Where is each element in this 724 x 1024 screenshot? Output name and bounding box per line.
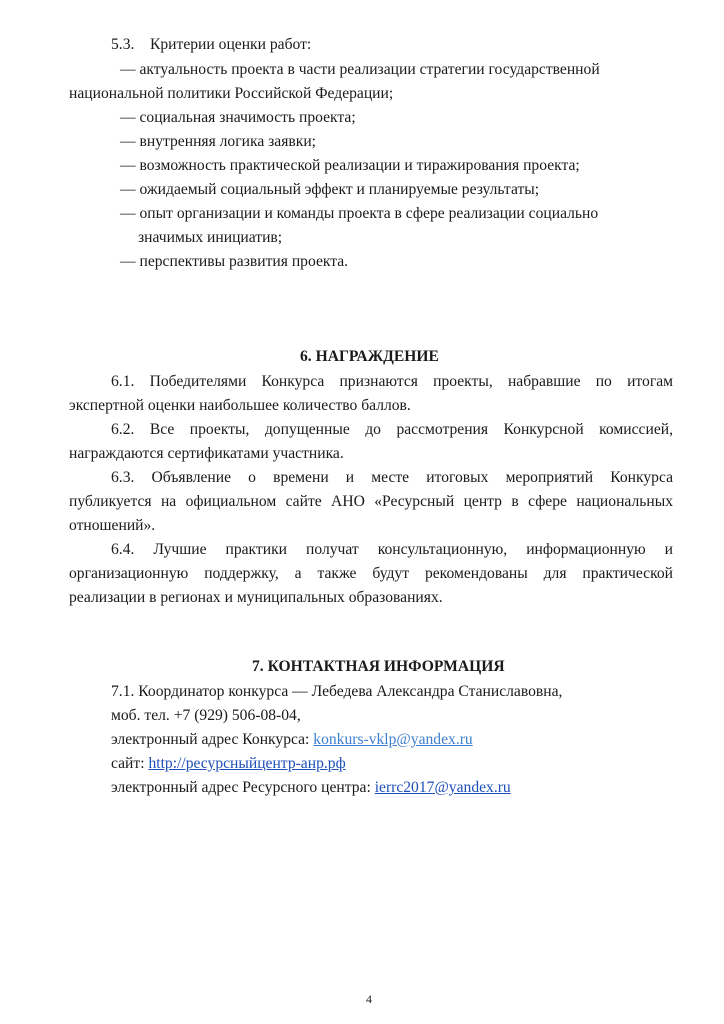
criteria-line: — внутренняя логика заявки; (120, 133, 317, 150)
center-email-label: электронный адрес Ресурсного центра: (111, 779, 375, 796)
center-email-line (111, 777, 511, 799)
award-line: организационную поддержку, а также будут рекомендованы для практической (69, 565, 673, 582)
phone-line: моб. тел. +7 (929) 506-08-04, (111, 707, 301, 724)
site-line (111, 753, 346, 775)
award-line: 6.3. Объявление о времени и месте итоговых мероприятий Конкурса (111, 469, 673, 486)
award-line: награждаются сертификатами участника. (69, 445, 344, 462)
center-email-link[interactable]: ierrc2017@yandex.ru (374, 779, 511, 796)
award-line: отношений». (69, 517, 156, 534)
criteria-line: — актуальность проекта в части реализации стратегии государственной (120, 61, 600, 78)
item-5-3-heading (111, 34, 311, 56)
item-number: 5.3. (111, 36, 135, 53)
coordinator-line: 7.1. Координатор конкурса — Лебедева Александра Станиславовна, (111, 683, 563, 700)
contest-email-line (111, 729, 473, 751)
criteria-line: значимых инициатив; (138, 229, 283, 246)
section-6-heading: 6. НАГРАЖДЕНИЕ (300, 348, 439, 365)
site-label: сайт: (111, 755, 149, 772)
criteria-line: — перспективы развития проекта. (120, 253, 349, 270)
criteria-line: — ожидаемый социальный эффект и планируемые результаты; (120, 181, 540, 198)
award-line: публикуется на официальном сайте АНО «Ресурсный центр в сфере национальных (69, 493, 673, 510)
page-number: 4 (366, 992, 372, 1006)
award-line: экспертной оценки наибольшее количество баллов. (69, 397, 411, 414)
item-title: Критерии оценки работ: (149, 36, 312, 53)
criteria-line: — возможность практической реализации и тиражирования проекта; (120, 157, 580, 174)
criteria-line: — социальная значимость проекта; (120, 109, 356, 126)
award-line: 6.4. Лучшие практики получат консультационную, информационную и (111, 541, 673, 558)
criteria-line: национальной политики Российской Федерации; (69, 85, 394, 102)
award-line: реализации в регионах и муниципальных образованиях. (69, 589, 443, 606)
award-line: 6.2. Все проекты, допущенные до рассмотрения Конкурсной комиссией, (111, 421, 673, 438)
contest-email-link[interactable]: konkurs-vklp@yandex.ru (313, 731, 473, 748)
section-7-heading: 7. КОНТАКТНАЯ ИНФОРМАЦИЯ (252, 658, 505, 675)
criteria-line: — опыт организации и команды проекта в сфере реализации социально (120, 205, 599, 222)
contest-email-label: электронный адрес Конкурса: (111, 731, 314, 748)
site-link[interactable]: http://ресурсныйцентр-анр.рф (148, 755, 346, 772)
award-line: 6.1. Победителями Конкурса признаются проекты, набравшие по итогам (111, 373, 673, 390)
